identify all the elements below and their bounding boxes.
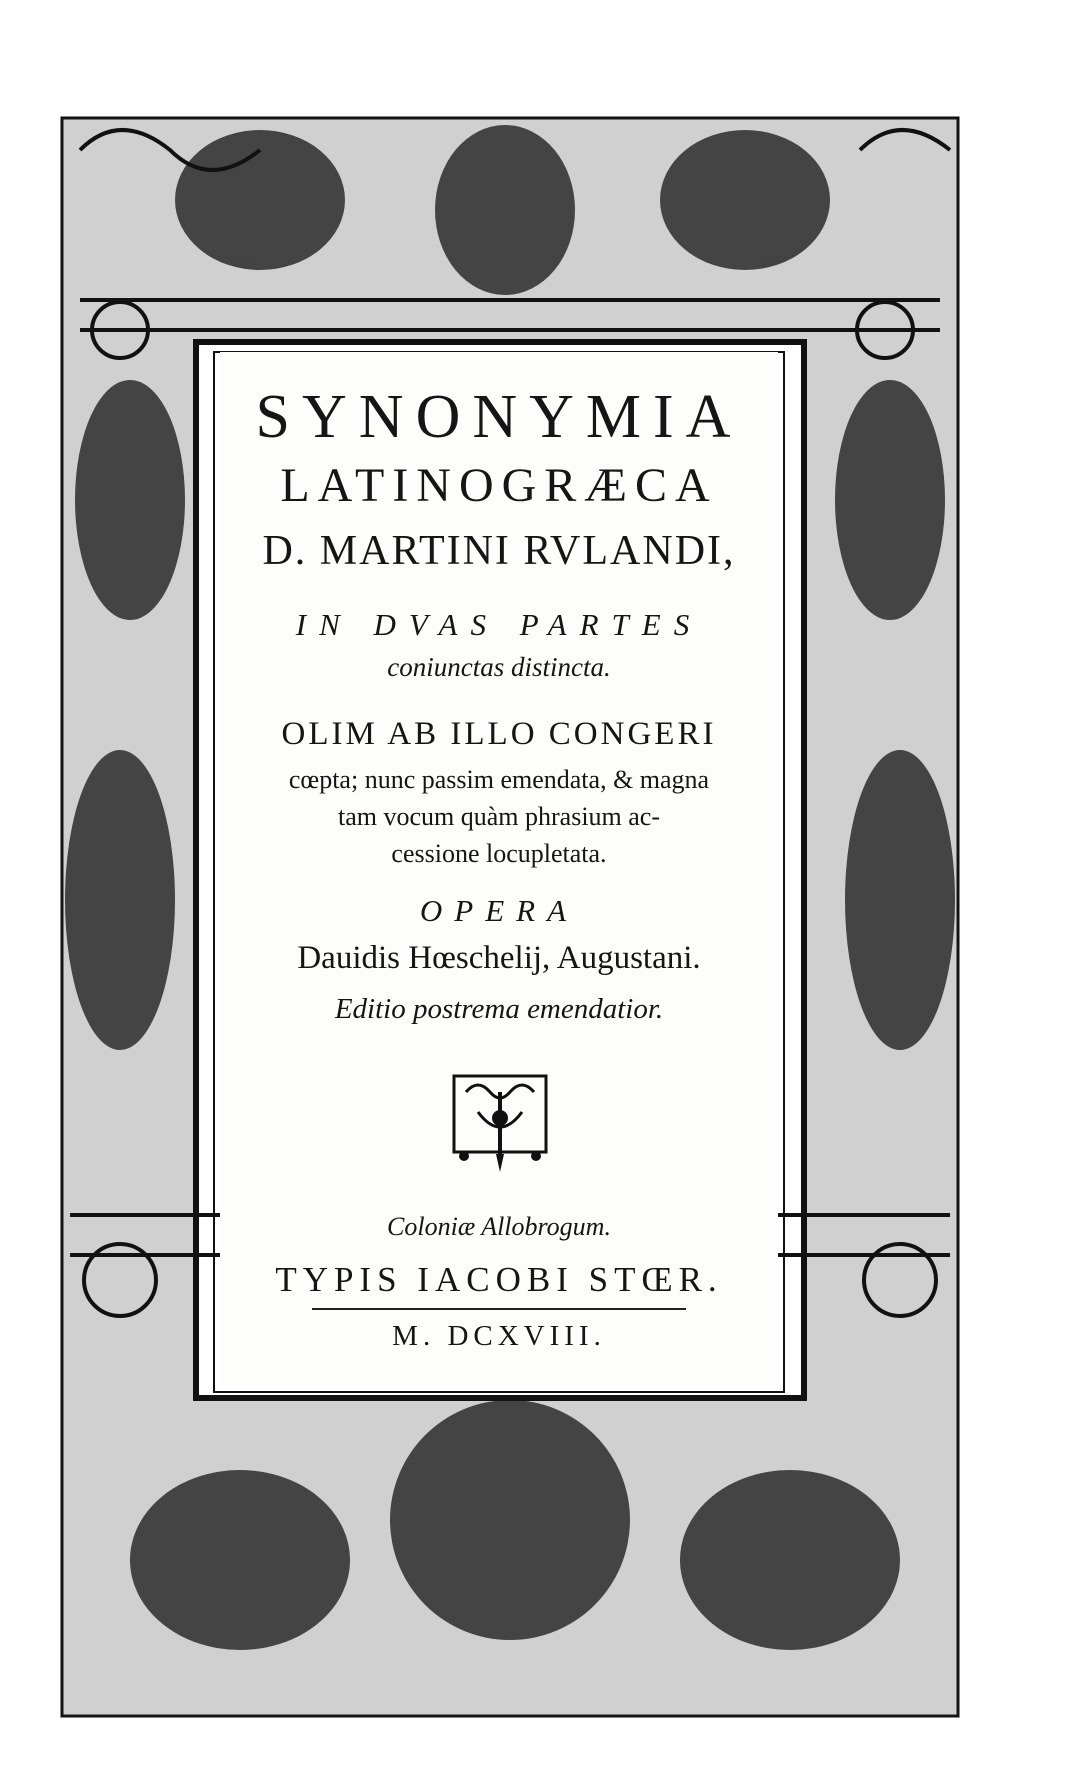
edition-line: Editio postrema emendatior.	[334, 993, 664, 1025]
imprint-printer: TYPIS IACOBI STŒR.	[275, 1260, 723, 1299]
description-line-1: cœpta; nunc passim emendata, & magna	[288, 765, 710, 794]
printer-device-icon	[448, 1072, 552, 1180]
author-line: D. MARTINI RVLANDI,	[262, 528, 736, 574]
parts-subline: coniunctas distincta.	[387, 652, 611, 682]
olim-line: OLIM AB ILLO CONGERI	[281, 716, 717, 752]
description-line-2: tam vocum quàm phrasium ac-	[337, 802, 661, 831]
description-line-3: cessione locupletata.	[391, 839, 607, 868]
opera-line: OPERA	[419, 893, 579, 928]
parts-line: IN DVAS PARTES	[295, 607, 703, 642]
editor-line: Dauidis Hœschelij, Augustani.	[297, 940, 701, 976]
imprint-date: M. DCXVIII.	[392, 1320, 606, 1352]
imprint-rule	[312, 1308, 686, 1310]
imprint-place: Coloniæ Allobrogum.	[387, 1212, 611, 1241]
subtitle-latinograeca: LATINOGRÆCA	[280, 459, 718, 512]
title-text-panel	[220, 352, 778, 1388]
main-title: SYNONYMIA	[255, 383, 743, 451]
